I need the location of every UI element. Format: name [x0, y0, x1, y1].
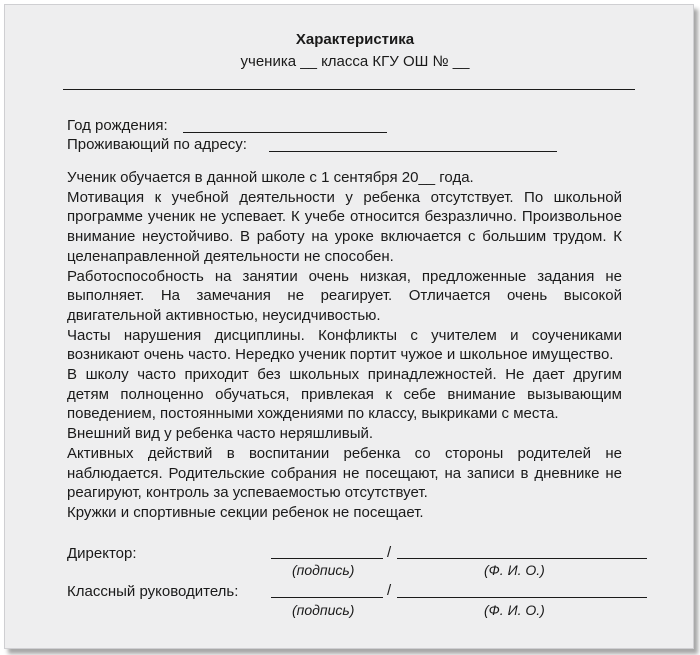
paragraph-appearance: Внешний вид у ребенка часто неряшливый. — [67, 425, 374, 443]
doc-title: Характеристика — [295, 31, 415, 48]
document-sheet — [4, 4, 694, 649]
director-label: Директор: — [67, 545, 137, 562]
address-blank — [269, 151, 557, 152]
director-sign-blank — [271, 558, 383, 559]
paragraph-workability: Работоспособность на занятии очень низкая, предложенные задания не выполняет. На замечания не реагирует. Отличается очень высокой двигательной активностью, неусидчивостью. — [67, 267, 622, 324]
paragraph-behavior: В школу часто приходит без школьных принадлежностей. Не дает другим детям полноценно обучаться, привлекая к себе внимание вызывающим поведением, постоянными хождениями по классу, выкриками с места. — [67, 366, 622, 423]
paragraph-start-date: Ученик обучается в данной школе с 1 сентября 20__ года. — [67, 169, 474, 186]
paragraph-motivation: Мотивация к учебной деятельности у ребенка отсутствует. По школьной программе ученик не успевает. К учебе относится безразлично. Произвольное внимание неустойчиво. В работу на уроке включается с большим трудом. К целенаправленной деятельности не способен. — [67, 188, 622, 265]
address-label: Проживающий по адресу: — [67, 136, 247, 153]
doc-subtitle: ученика __ класса КГУ ОШ № __ — [240, 53, 470, 70]
paragraph-discipline: Часты нарушения дисциплины. Конфликты с учителем и соучениками возникают очень часто. Нередко ученик портит чужое и школьное имущество. — [67, 326, 622, 364]
class-teacher-slash: / — [387, 582, 392, 599]
paragraph-clubs: Кружки и спортивные секции ребенок не посещает. — [67, 503, 424, 521]
birth-blank — [183, 132, 387, 133]
class-teacher-sign-blank — [271, 597, 383, 598]
class-teacher-name-blank — [397, 597, 647, 598]
director-slash: / — [387, 544, 392, 561]
class-teacher-name-caption: (Ф. И. О.) — [484, 602, 545, 618]
class-teacher-sign-caption: (подпись) — [292, 602, 355, 618]
director-name-blank — [397, 558, 647, 559]
body-text — [67, 168, 622, 523]
director-name-caption: (Ф. И. О.) — [484, 562, 545, 578]
director-sign-caption: (подпись) — [292, 562, 355, 578]
paragraph-parents: Активных действий в воспитании ребенка со стороны родителей не наблюдается. Родительские собрания не посещают, на записи в дневнике не реагируют, контроль за успеваемостью отсутствует. — [67, 444, 622, 502]
class-teacher-label: Классный руководитель: — [67, 583, 239, 600]
header-rule — [63, 89, 635, 90]
birth-label: Год рождения: — [67, 117, 168, 134]
